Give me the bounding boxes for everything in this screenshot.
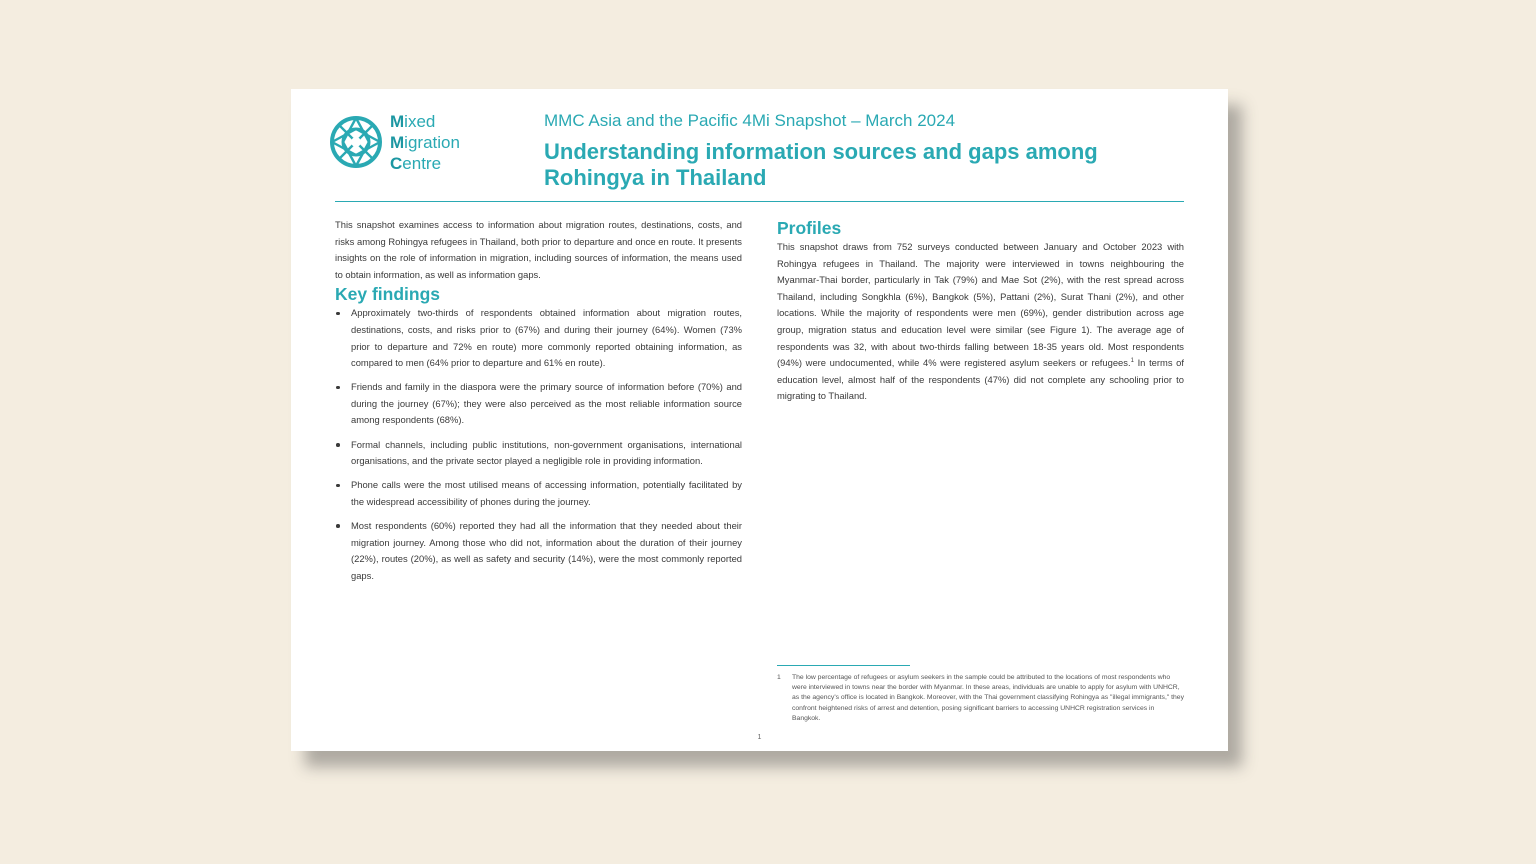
page-number: 1: [757, 734, 762, 741]
document-subtitle: MMC Asia and the Pacific 4Mi Snapshot – March 2024: [544, 111, 956, 130]
bullet-icon: [336, 386, 340, 390]
footnote-reference[interactable]: 1: [1130, 358, 1134, 365]
document-title: Understanding information sources and gaps among Rohingya in Thailand: [544, 139, 1098, 190]
intro-paragraph: This snapshot examines access to information about migration routes, destinations, costs, and risks among Rohingya refugees in Thailand, both prior to departure and once en route. It presents insights on the role of information in migration, including sources of information, the means used to obtain information, as well as information gaps.: [335, 219, 742, 280]
list-item: Formal channels, including public institutions, non-government organisations, international organisations, and the private sector played a negligible role in providing information.: [335, 437, 742, 470]
profiles-paragraph: This snapshot draws from 752 surveys conducted between January and October 2023 with Rohingya refugees in Thailand. The majority were interviewed in towns neighbouring the Myanmar-Thai border, particularly in Tak (79%) and Mae Sot (2%), with the rest spread across Thailand, including Songkhla (6%), Bangkok (5%), Pattani (2%), Surat Thani (2%), and other locations. While the majority of respondents were men (69%), gender distribution across age group, migration status and education level were similar (see Figure 1). The average age of respondents was 32, with about two-thirds falling between 18-35 years old. Most respondents (94%) were undocumented, while 4% were registered asylum seekers or refugees.$^1$ In terms of education level, almost half of the respondents (47%) did not complete any schooling prior to migrating to Thailand.: [777, 241, 1185, 402]
document-header: [544, 109, 1184, 191]
bullet-icon: [336, 524, 340, 528]
list-item: Approximately two-thirds of respondents obtained information about migration routes, destinations, costs, and risks prior to (67%) and during their journey (64%). Women (73% prior to departure and 72% en route) more commonly reported obtaining information, as compared to men (64% prior to departure and 61% en route).: [335, 305, 742, 371]
list-item: Most respondents (60%) reported they had all the information that they needed about their migration journey. Among those who did not, information about the duration of their journey (22%), routes (20%), as well as safety and security (14%), were the most commonly reported gaps.: [335, 518, 742, 584]
footnote: [777, 673, 1184, 724]
bullet-icon: [336, 443, 340, 447]
mmc-logo: [327, 111, 487, 181]
key-findings-list: [335, 305, 742, 584]
profiles-heading: Profiles: [777, 218, 842, 238]
left-column: [335, 217, 742, 592]
bullet-icon: [336, 484, 340, 488]
footnote-number: 1: [777, 674, 781, 681]
header-divider: [335, 201, 1184, 202]
right-column: [777, 217, 1184, 405]
document-page: [291, 89, 1228, 751]
bullet-icon: [336, 312, 340, 316]
mmc-circle-logo-icon: [327, 113, 385, 171]
logo-wordmark: Mixed Migration Centre: [390, 112, 460, 173]
footnote-divider: [777, 665, 910, 666]
list-item: Friends and family in the diaspora were the primary source of information before (70%) and during the journey (67%); they were also perceived as the most reliable information source among respondents (68%).: [335, 379, 742, 429]
footnote-text: The low percentage of refugees or asylum seekers in the sample could be attributed to the locations of most respondents who were interviewed in towns near the border with Myanmar. In these areas, individuals are unable to apply for asylum with UNHCR, as the agency's office is located in Bangkok. Moreover, with the Thai government classifying Rohingya as "illegal immigrants," they confront heightened risks of arrest and detention, posing significant barriers to accessing UNHCR registration services in Bangkok.: [792, 674, 1184, 722]
key-findings-heading: Key findings: [335, 284, 441, 305]
list-item: Phone calls were the most utilised means of accessing information, potentially facilitated by the widespread accessibility of phones during the journey.: [335, 477, 742, 510]
